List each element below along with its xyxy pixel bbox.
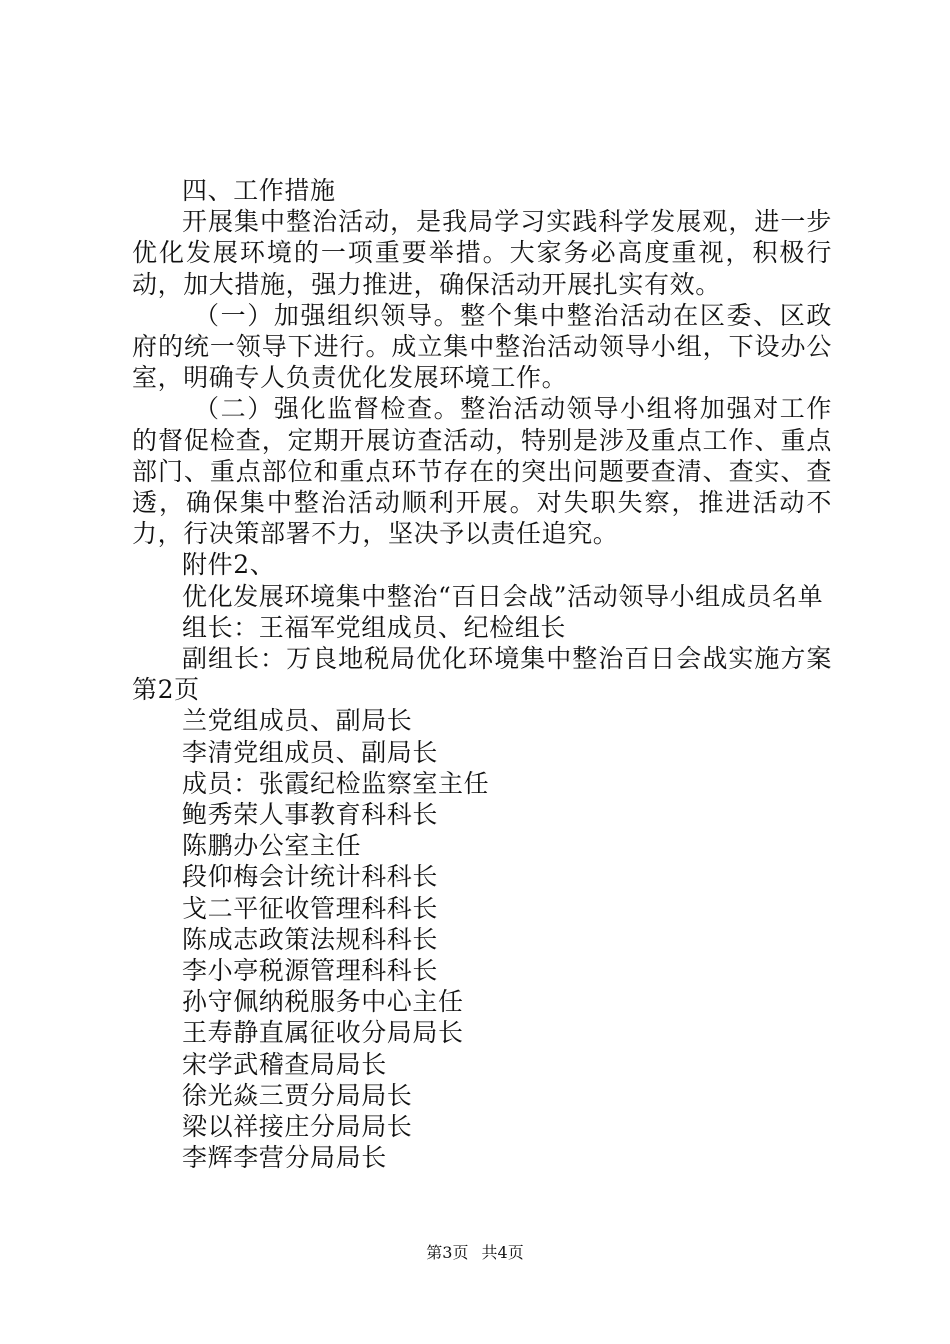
member-line: 李辉李营分局局长 xyxy=(182,1143,387,1173)
paragraph-supervision: （二）强化监督检查。整治活动领导小组将加强对工作的督促检查，定期开展访查活动，特别是涉及重点工作、重点部门、重点部位和重点环节存在的突出问题要查清、查实、查透，确保集中整治活动顺利开展。对失职失察，推进活动不力，行决策部署不力，坚决予以责任追究。 xyxy=(132,394,832,549)
member-line: 李小亭税源管理科科长 xyxy=(182,956,439,986)
paragraph-organization: （一）加强组织领导。整个集中整治活动在区委、区政府的统一领导下进行。成立集中整治活动领导小组，下设办公室，明确专人负责优化发展环境工作。 xyxy=(132,300,832,393)
attachment-label: 附件2、 xyxy=(182,550,276,580)
member-line: 宋学武稽查局局长 xyxy=(182,1049,387,1079)
member-line-members: 成员：张霞纪检监察室主任 xyxy=(182,768,490,798)
member-line: 戈二平征收管理科科长 xyxy=(182,893,439,923)
member-line-deputy: 副组长：万良地税局优化环境集中整治百日会战实施方案第2页 xyxy=(132,644,832,705)
page-number-total: 共4页 xyxy=(481,1243,524,1262)
member-line: 兰党组成员、副局长 xyxy=(182,706,413,736)
section-heading-work-measures: 四、工作措施 xyxy=(182,176,336,205)
member-line: 徐光焱三贾分局局长 xyxy=(182,1080,413,1110)
member-line: 鲍秀荣人事教育科科长 xyxy=(182,800,439,830)
attachment-title: 优化发展环境集中整治“百日会战”活动领导小组成员名单 xyxy=(182,581,824,611)
paragraph-intro: 开展集中整治活动，是我局学习实践科学发展观，进一步优化发展环境的一项重要举措。大家务必高度重视，积极行动，加大措施，强力推进，确保活动开展扎实有效。 xyxy=(132,207,832,299)
member-line: 王寿静直属征收分局局长 xyxy=(182,1018,464,1048)
member-line: 梁以祥接庄分局局长 xyxy=(182,1112,413,1142)
member-line-leader: 组长：王福军党组成员、纪检组长 xyxy=(182,612,567,642)
member-line: 段仰梅会计统计科科长 xyxy=(182,862,439,892)
member-line: 孙守佩纳税服务中心主任 xyxy=(182,987,464,1017)
member-line: 陈成志政策法规科科长 xyxy=(182,924,439,954)
page-footer xyxy=(0,1242,950,1264)
page-number-current: 第3页 xyxy=(426,1243,469,1262)
member-line: 陈鹏办公室主任 xyxy=(182,831,362,861)
document-body xyxy=(132,175,832,1174)
member-line: 李清党组成员、副局长 xyxy=(182,737,439,767)
